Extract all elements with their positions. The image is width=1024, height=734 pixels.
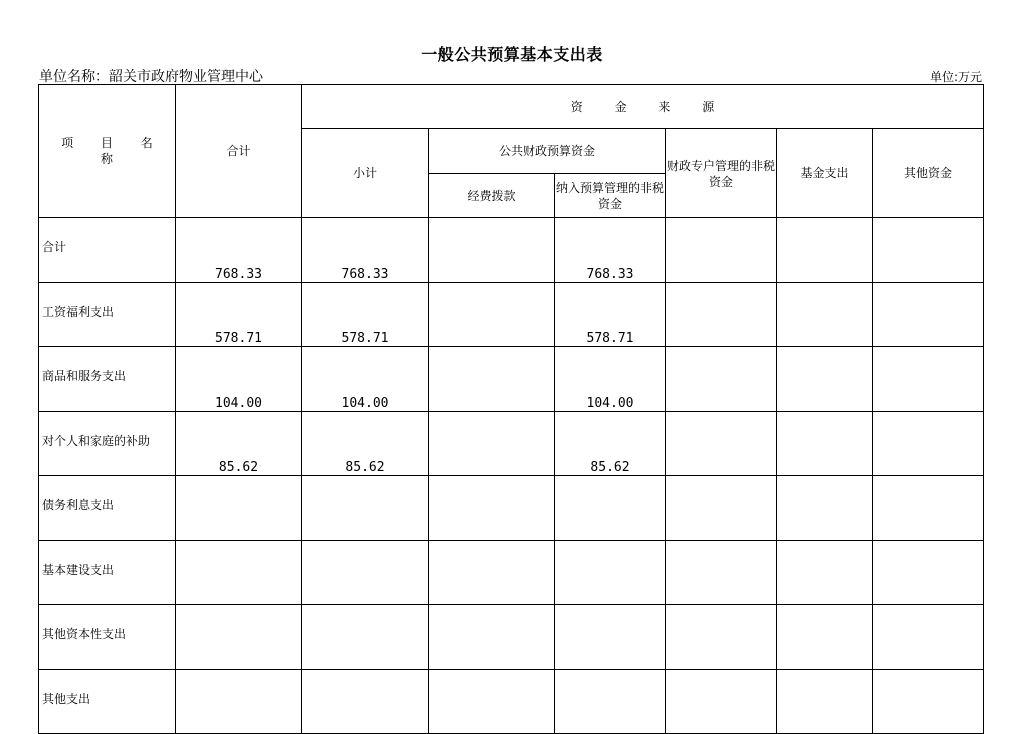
- cell-non-tax: [555, 605, 666, 670]
- page-title: 一般公共预算基本支出表: [421, 45, 603, 64]
- table-row: [39, 605, 984, 670]
- row-name: 债务利息支出: [39, 476, 176, 541]
- cell-non-tax: [555, 476, 666, 541]
- row-name: 合计: [39, 218, 176, 283]
- unit-name-label: 单位名称：韶关市政府物业管理中心: [39, 69, 263, 85]
- header-appropriation: 经费拨款: [429, 174, 555, 218]
- row-name: 工资福利支出: [39, 282, 176, 347]
- cell-fund: [777, 476, 873, 541]
- cell-fund: [777, 669, 873, 734]
- row-name: 其他资本性支出: [39, 605, 176, 670]
- row-name: 商品和服务支出: [39, 347, 176, 412]
- cell-subtotal: 768.33: [302, 218, 429, 283]
- cell-total: 85.62: [176, 411, 302, 476]
- header-other-funds: 其他资金: [873, 129, 984, 218]
- cell-appropriation: [429, 347, 555, 412]
- cell-subtotal: [302, 540, 429, 605]
- cell-other: [873, 282, 984, 347]
- cell-appropriation: [429, 282, 555, 347]
- cell-non-tax: [555, 540, 666, 605]
- cell-other: [873, 476, 984, 541]
- cell-appropriation: [429, 605, 555, 670]
- table-row: [39, 282, 984, 347]
- cell-appropriation: [429, 669, 555, 734]
- row-name: 其他支出: [39, 669, 176, 734]
- cell-other: [873, 347, 984, 412]
- table-row: [39, 218, 984, 283]
- cell-total: [176, 540, 302, 605]
- cell-non-tax: 85.62: [555, 411, 666, 476]
- cell-non-tax: 104.00: [555, 347, 666, 412]
- budget-table: [38, 84, 984, 734]
- cell-other: [873, 218, 984, 283]
- cell-subtotal: 85.62: [302, 411, 429, 476]
- cell-fund: [777, 218, 873, 283]
- header-total: 合计: [176, 85, 302, 218]
- cell-fund: [777, 411, 873, 476]
- cell-non-tax: 578.71: [555, 282, 666, 347]
- row-name: 对个人和家庭的补助: [39, 411, 176, 476]
- cell-total: [176, 605, 302, 670]
- cell-fiscal-special: [666, 605, 777, 670]
- cell-total: 578.71: [176, 282, 302, 347]
- cell-fiscal-special: [666, 282, 777, 347]
- cell-subtotal: 104.00: [302, 347, 429, 412]
- cell-fiscal-special: [666, 411, 777, 476]
- cell-fiscal-special: [666, 476, 777, 541]
- table-body: [39, 218, 984, 734]
- cell-appropriation: [429, 476, 555, 541]
- table-row: [39, 411, 984, 476]
- cell-non-tax: [555, 669, 666, 734]
- cell-subtotal: [302, 476, 429, 541]
- cell-fiscal-special: [666, 540, 777, 605]
- header-item-name: 项 目 名 称: [39, 85, 176, 218]
- cell-total: 104.00: [176, 347, 302, 412]
- header-public-finance: 公共财政预算资金: [429, 129, 666, 174]
- cell-subtotal: [302, 605, 429, 670]
- cell-fiscal-special: [666, 218, 777, 283]
- cell-subtotal: [302, 669, 429, 734]
- table-header: [39, 85, 984, 218]
- unit-label: 单位:万元: [929, 70, 982, 84]
- cell-fund: [777, 540, 873, 605]
- header-fund-source: 资 金 来 源: [302, 85, 984, 129]
- table-row: [39, 347, 984, 412]
- table-row: [39, 476, 984, 541]
- cell-fiscal-special: [666, 669, 777, 734]
- cell-non-tax: 768.33: [555, 218, 666, 283]
- cell-appropriation: [429, 218, 555, 283]
- table-row: [39, 669, 984, 734]
- header-non-tax-in-budget: 纳入预算管理的非税资金: [555, 174, 666, 218]
- cell-total: 768.33: [176, 218, 302, 283]
- cell-appropriation: [429, 411, 555, 476]
- table-row: [39, 540, 984, 605]
- cell-fiscal-special: [666, 347, 777, 412]
- cell-fund: [777, 605, 873, 670]
- cell-total: [176, 669, 302, 734]
- cell-other: [873, 411, 984, 476]
- header-subtotal: 小计: [302, 129, 429, 218]
- cell-other: [873, 605, 984, 670]
- cell-subtotal: 578.71: [302, 282, 429, 347]
- cell-fund: [777, 347, 873, 412]
- cell-total: [176, 476, 302, 541]
- cell-fund: [777, 282, 873, 347]
- cell-other: [873, 669, 984, 734]
- header-fund-expenditure: 基金支出: [777, 129, 873, 218]
- cell-other: [873, 540, 984, 605]
- row-name: 基本建设支出: [39, 540, 176, 605]
- cell-appropriation: [429, 540, 555, 605]
- header-fiscal-special-non-tax: 财政专户管理的非税资金: [666, 129, 777, 218]
